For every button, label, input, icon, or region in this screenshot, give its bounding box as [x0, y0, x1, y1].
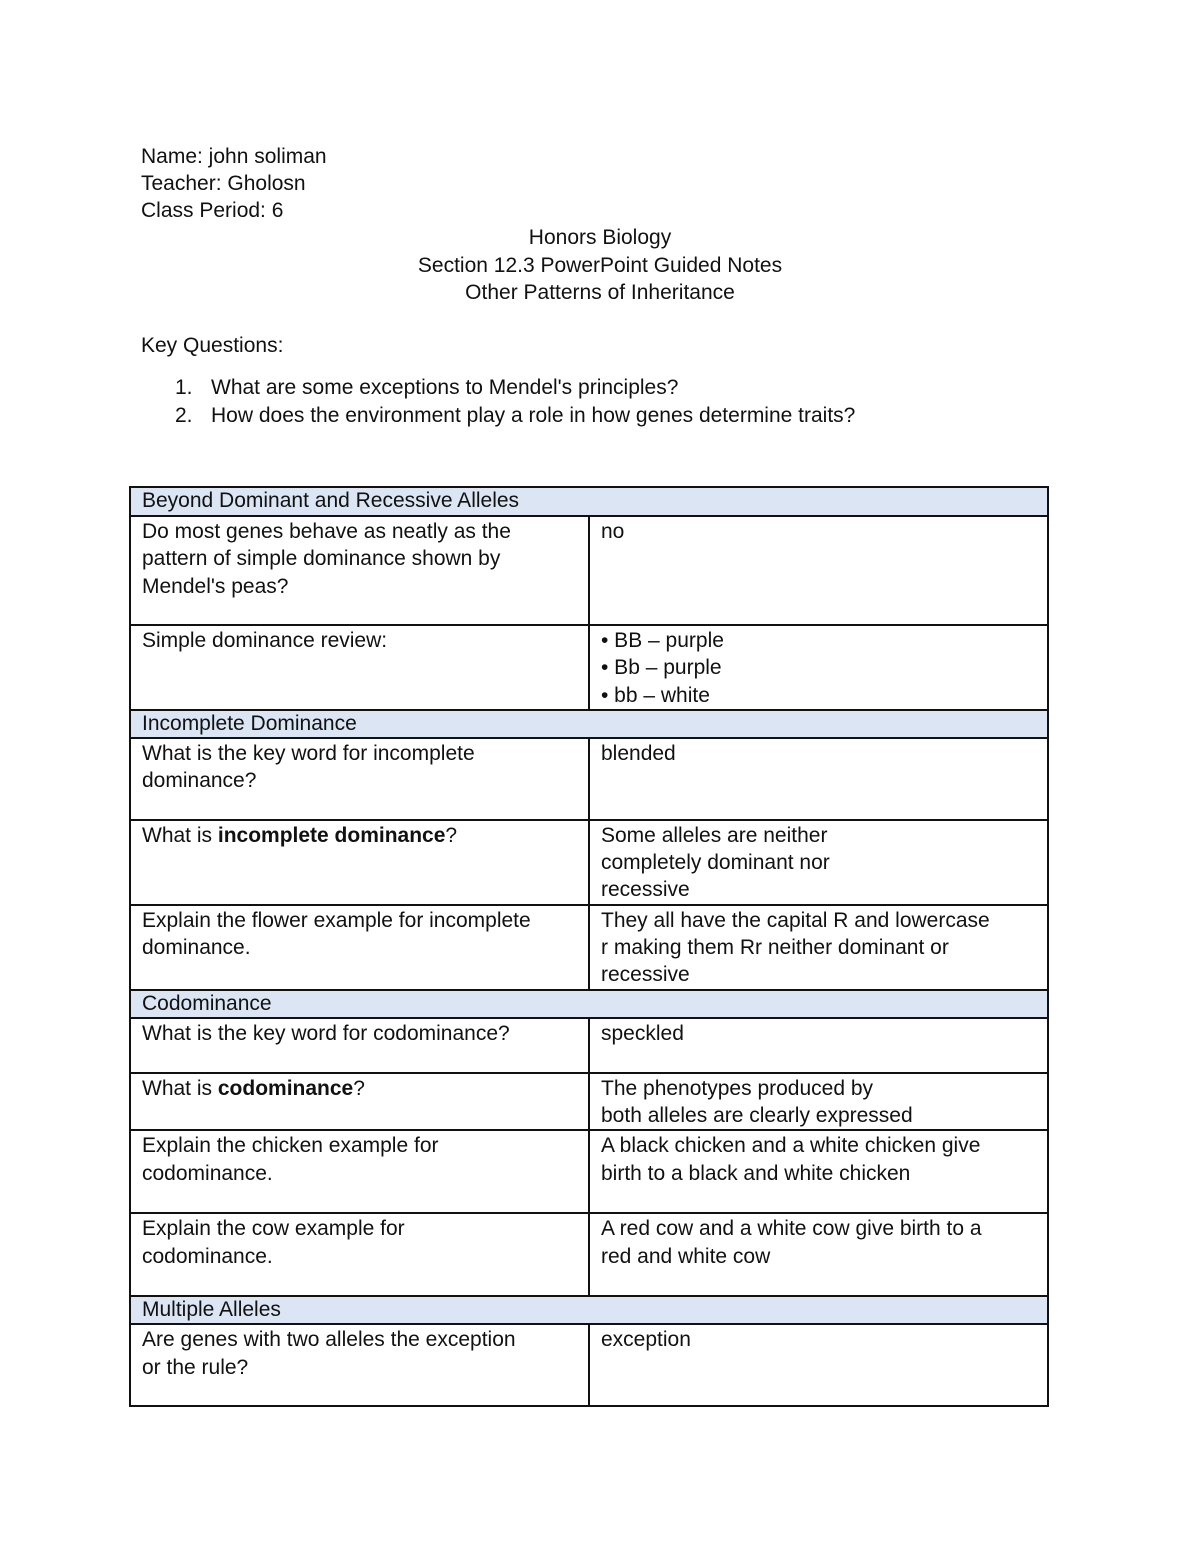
question-line: codominance.	[142, 1244, 273, 1268]
list-item	[141, 402, 855, 430]
section-title: Incomplete Dominance	[130, 710, 1048, 738]
table-row	[130, 1324, 1048, 1406]
question-cell	[130, 1073, 589, 1131]
table-row	[130, 738, 1048, 820]
question-term: incomplete dominance	[217, 823, 446, 847]
section-header-row	[130, 1296, 1048, 1324]
question-line: Explain the chicken example for	[142, 1134, 439, 1158]
question-line: What is the key word for incomplete	[142, 741, 475, 765]
student-info	[141, 143, 327, 224]
answer-line: • bb – white	[601, 683, 710, 707]
question-line: dominance?	[142, 769, 257, 793]
question-text: What is	[142, 1076, 218, 1100]
guided-notes-table	[129, 486, 1049, 1407]
section-header-row	[130, 487, 1048, 516]
answer-line: no	[601, 520, 625, 543]
table-row	[130, 1130, 1048, 1213]
question-cell	[130, 516, 589, 625]
question-text: ?	[445, 823, 458, 847]
question-term: codominance	[217, 1076, 354, 1100]
section-header-row	[130, 710, 1048, 738]
answer-cell	[589, 625, 1048, 710]
answer-line: recessive	[601, 878, 690, 902]
topic-title: Other Patterns of Inheritance	[465, 281, 735, 304]
question-line: Mendel's peas?	[142, 574, 289, 598]
table-row	[130, 820, 1048, 905]
answer-line: both alleles are clearly expressed	[601, 1103, 913, 1127]
table-row	[130, 1073, 1048, 1131]
question-line: Simple dominance review:	[142, 629, 388, 652]
question-line: Do most genes behave as neatly as the	[142, 520, 511, 543]
question-line: What is the key word for codominance?	[142, 1021, 510, 1045]
answer-line: They all have the capital R and lowercase	[601, 908, 990, 932]
question-cell	[130, 1130, 589, 1213]
answer-line: red and white cow	[601, 1244, 771, 1268]
question-cell	[130, 905, 589, 990]
question-line: or the rule?	[142, 1355, 249, 1379]
question-line: pattern of simple dominance shown by	[142, 547, 501, 571]
answer-line: speckled	[601, 1021, 684, 1045]
section-title: Multiple Alleles	[130, 1296, 1048, 1324]
question-cell	[130, 625, 589, 710]
table-row	[130, 1213, 1048, 1296]
course-title: Honors Biology	[528, 226, 672, 249]
answer-line: exception	[601, 1328, 691, 1352]
question-text: ?	[353, 1076, 365, 1100]
teacher-name: Teacher: Gholosn	[141, 172, 306, 195]
table-row	[130, 1018, 1048, 1073]
question-cell	[130, 1213, 589, 1296]
list-number: 2.	[175, 403, 193, 427]
question-cell	[130, 738, 589, 820]
section-title: Section 12.3 PowerPoint Guided Notes	[417, 253, 783, 277]
key-questions-label: Key Questions:	[141, 334, 284, 357]
question-cell	[130, 820, 589, 905]
class-period: Class Period: 6	[141, 199, 284, 222]
answer-cell	[589, 1213, 1048, 1296]
answer-line: • BB – purple	[601, 629, 724, 652]
document-titles	[0, 224, 1200, 307]
answer-cell	[589, 1130, 1048, 1213]
answer-line: A red cow and a white cow give birth to a	[601, 1217, 982, 1241]
question-line: Explain the cow example for	[142, 1217, 405, 1241]
list-text: How does the environment play a role in how genes determine traits?	[211, 403, 856, 427]
question-line: Explain the flower example for incomplete	[142, 908, 531, 932]
section-title: Beyond Dominant and Recessive Alleles	[130, 487, 1048, 516]
list-text: What are some exceptions to Mendel's principles?	[211, 376, 679, 399]
question-line: dominance.	[142, 936, 251, 960]
question-cell	[130, 1018, 589, 1073]
answer-line: completely dominant nor	[601, 851, 830, 875]
answer-cell	[589, 820, 1048, 905]
answer-line: • Bb – purple	[601, 656, 722, 680]
question-cell	[130, 1324, 589, 1406]
student-name: Name: john soliman	[141, 145, 327, 168]
answer-cell	[589, 905, 1048, 990]
table-row	[130, 905, 1048, 990]
answer-line: recessive	[601, 963, 690, 987]
question-line: codominance.	[142, 1161, 273, 1185]
key-questions-list	[141, 374, 855, 429]
answer-cell	[589, 738, 1048, 820]
answer-line: birth to a black and white chicken	[601, 1161, 911, 1185]
answer-cell	[589, 1073, 1048, 1131]
question-line: Are genes with two alleles the exception	[142, 1328, 516, 1352]
section-title: Codominance	[130, 990, 1048, 1018]
list-item	[141, 374, 855, 402]
answer-cell	[589, 1324, 1048, 1406]
answer-line: blended	[601, 741, 676, 765]
list-number: 1.	[175, 376, 193, 399]
table-row	[130, 516, 1048, 625]
answer-cell	[589, 516, 1048, 625]
answer-cell	[589, 1018, 1048, 1073]
question-text: What is	[142, 823, 218, 847]
section-header-row	[130, 990, 1048, 1018]
answer-line: r making them Rr neither dominant or	[601, 936, 949, 960]
answer-line: The phenotypes produced by	[601, 1076, 874, 1100]
table-row	[130, 625, 1048, 710]
answer-line: Some alleles are neither	[601, 823, 828, 847]
answer-line: A black chicken and a white chicken give	[601, 1134, 981, 1158]
